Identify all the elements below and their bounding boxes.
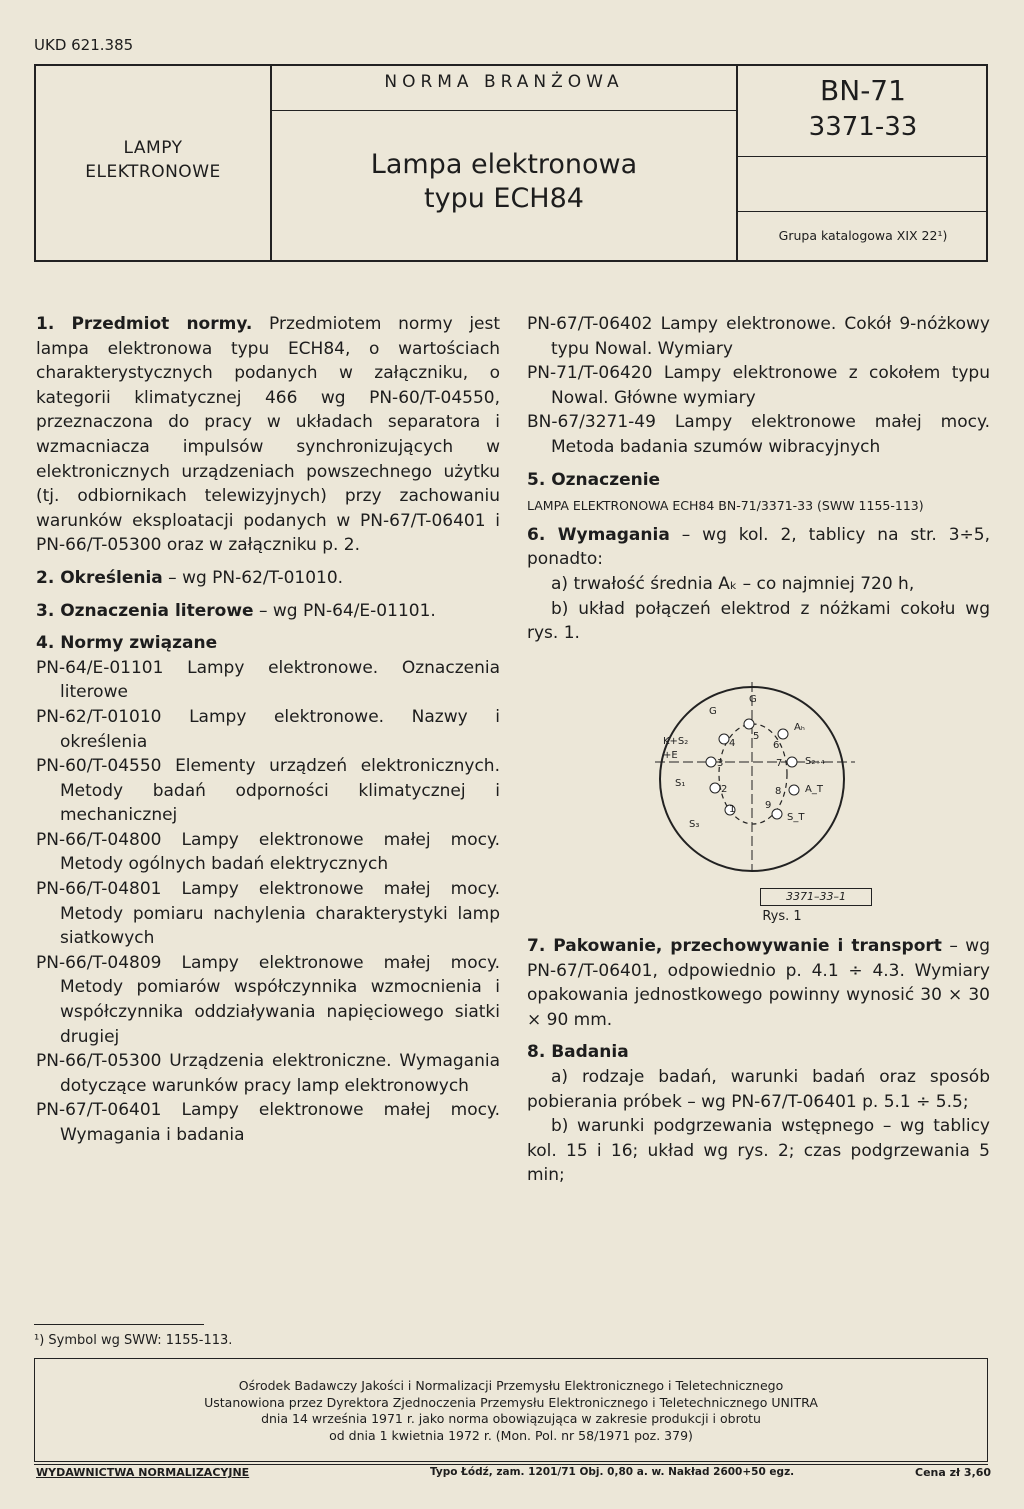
test-item: a) rodzaje badań, warunki badań oraz sposób pobierania próbek – wg PN-67/T-06401 p. 5.1 ÷ 5.5; [527, 1066, 990, 1112]
price: Cena zł 3,60 [915, 1466, 992, 1479]
pin-label: G [709, 706, 717, 717]
pin-number: 9 [765, 800, 772, 811]
standard-code: BN-71 [820, 74, 906, 107]
pin-circle [710, 783, 720, 793]
pin-circle [787, 757, 797, 767]
pin-diagram [655, 682, 855, 872]
footer-text [34, 1378, 988, 1444]
related-norm: PN-60/T-04550 Elementy urządzeń elektronicznych. Metody badań odporności klimatycznej i mechanicznej [36, 756, 500, 826]
related-norm: PN-71/T-06420 Lampy elektronowe z cokołem typu Nowal. Główne wymiary [527, 363, 990, 408]
pin-circle [778, 729, 788, 739]
related-norm: PN-67/T-06401 Lampy elektronowe małej mocy. Wymagania i badania [36, 1100, 500, 1145]
pin-circle [772, 809, 782, 819]
header-rule [272, 110, 736, 111]
section-heading: 2. Określenia [36, 567, 163, 588]
section-1 [36, 312, 500, 558]
related-norm: PN-66/T-04801 Lampy elektronowe małej mocy. Metody pomiaru nachylenia charakterystyki lamp siatkowych [36, 879, 500, 949]
pin-label: Aₕ [794, 722, 805, 733]
pin-label: S₂₊₄ [805, 756, 825, 767]
title-line: Lampa elektronowa [370, 149, 638, 180]
footnote-rule [34, 1324, 204, 1325]
udk-classification: UKD 621.385 [34, 36, 134, 54]
pin-circle [706, 757, 716, 767]
requirement-a: a) trwałość średnia Aₖ – co najmniej 720 h, [551, 573, 915, 594]
section-heading: 4. Normy związane [36, 633, 218, 654]
pin-number: 4 [729, 738, 736, 749]
right-column-lower [527, 934, 990, 1188]
category-line: LAMPY [123, 138, 183, 158]
related-norm: PN-67/T-06402 Lampy elektronowe. Cokół 9-nóżkowy typu Nowal. Wymiary [527, 314, 990, 359]
section-text: – wg PN-67/T-06401, odpowiednio p. 4.1 ÷ 4.3. Wymiary opakowania jednostkowego powinny wynosić 30 × 30 × 90 mm. [527, 936, 990, 1030]
section-heading: 1. Przedmiot normy. [36, 314, 253, 334]
footer-line: Ośrodek Badawczy Jakości i Normalizacji Przemysłu Elektronicznego i Teletechnicznego [238, 1378, 784, 1393]
section-text: – wg PN-64/E-01101. [258, 600, 436, 621]
footer-line: Ustanowiona przez Dyrektora Zjednoczenia Przemysłu Elektronicznego i Teletechnicznego UNITRA [204, 1394, 818, 1410]
pin-label: G [749, 694, 757, 705]
section-text: – wg PN-62/T-01010. [168, 567, 344, 588]
document-title [272, 148, 736, 216]
footnote: ¹) Symbol wg SWW: 1155-113. [34, 1333, 233, 1348]
pin-label: A_T [805, 784, 823, 795]
standard-number: 3371-33 [808, 112, 918, 142]
header-rule [738, 156, 988, 157]
related-norm: PN-66/T-04800 Lampy elektronowe małej mocy. Metody ogólnych badań elektrycznych [36, 829, 500, 875]
pin-label: +E [663, 750, 678, 761]
bottom-rule [34, 1464, 988, 1465]
title-line: typu ECH84 [424, 183, 584, 214]
left-column [36, 312, 500, 1148]
section-heading: 5. Oznaczenie [527, 469, 661, 490]
pin-number: 1 [729, 804, 736, 815]
related-norm: BN-67/3271-49 Lampy elektronowe małej mocy. Metoda badania szumów wibracyjnych [527, 412, 990, 457]
category-cell [36, 136, 270, 184]
related-norm: PN-62/T-01010 Lampy elektronowe. Nazwy i określenia [36, 706, 500, 752]
pin-label: S_T [787, 812, 805, 823]
pin-number: 6 [773, 740, 780, 751]
figure-code: 3371–33–1 [760, 888, 872, 906]
catalog-group: Grupa katalogowa XIX 22¹) [778, 228, 948, 243]
section-6 [527, 523, 990, 572]
section-heading: 6. Wymagania [527, 524, 670, 545]
publisher: WYDAWNICTWA NORMALIZACYJNE [36, 1466, 250, 1479]
section-heading: 8. Badania [527, 1042, 629, 1063]
related-norm: PN-66/T-05300 Urządzenia elektroniczne. Wymagania dotyczące warunków pracy lamp elektronowych [36, 1051, 500, 1096]
pin-circle [789, 785, 799, 795]
pin-number: 3 [717, 758, 724, 769]
designation: LAMPA ELEKTRONOWA ECH84 BN-71/3371-33 (SWW 1155-113) [527, 498, 924, 514]
section-7 [527, 934, 990, 1032]
section-text: Przedmiotem normy jest lampa elektronowa typu ECH84, o wartościach charakterystycznych podanych w załączniku, o kategorii klimatycznej 466 wg PN-60/T-04550, przeznaczona do pracy w układach separatora i wzmacniacza impulsów synchronizujących w elektronicznych urządzeniach powszechnego użytku (tj. odbiornikach telewizyjnych) przy zachowaniu warunków eksploatacji podanych w PN-67/T-06401 i PN-66/T-05300 oraz w załączniku p. 2. [36, 314, 501, 556]
section-2 [36, 566, 500, 591]
right-column [527, 312, 990, 646]
pin-number: 5 [753, 731, 760, 742]
header-rule [738, 211, 988, 212]
pin-circle [744, 719, 754, 729]
pin-label: K+S₂ [663, 736, 689, 747]
pin-number: 8 [775, 786, 782, 797]
test-item: b) warunki podgrzewania wstępnego – wg tablicy kol. 15 i 16; układ wg rys. 2; czas podgrzewania 5 min; [527, 1116, 990, 1186]
section-heading: 3. Oznaczenia literowe [36, 600, 254, 621]
requirement-b: b) układ połączeń elektrod z nóżkami cokołu wg rys. 1. [527, 598, 990, 644]
related-norm: PN-66/T-04809 Lampy elektronowe małej mocy. Metody pomiarów współczynnika wzmocnienia i współczynnika oddziaływania napięciowego siatki drugiej [36, 952, 500, 1047]
pin-label: S₃ [689, 819, 700, 830]
section-heading: 7. Pakowanie, przechowywanie i transport [527, 936, 942, 956]
pin-number: 7 [776, 758, 783, 769]
section-3 [36, 599, 500, 624]
related-norm: PN-64/E-01101 Lampy elektronowe. Oznaczenia literowe [36, 657, 500, 703]
pin-circle [719, 734, 729, 744]
header-table [34, 64, 988, 262]
figure-caption: Rys. 1 [762, 909, 802, 924]
print-info: Typo Łódź, zam. 1201/71 Obj. 0,80 a. w. Nakład 2600+50 egz. [430, 1466, 795, 1478]
norm-type: NORMA BRANŻOWA [384, 72, 624, 92]
footer-line: dnia 14 września 1971 r. jako norma obowiązująca w zakresie produkcji i obrotu [261, 1411, 761, 1426]
pin-label: S₁ [675, 778, 686, 789]
category-line: ELEKTRONOWE [85, 162, 221, 182]
pin-number: 2 [721, 784, 728, 795]
section-text: – wg kol. 2, tablicy na str. 3÷5, ponadto: [527, 524, 991, 570]
footer-line: od dnia 1 kwietnia 1972 r. (Mon. Pol. nr 58/1971 poz. 379) [329, 1427, 693, 1443]
